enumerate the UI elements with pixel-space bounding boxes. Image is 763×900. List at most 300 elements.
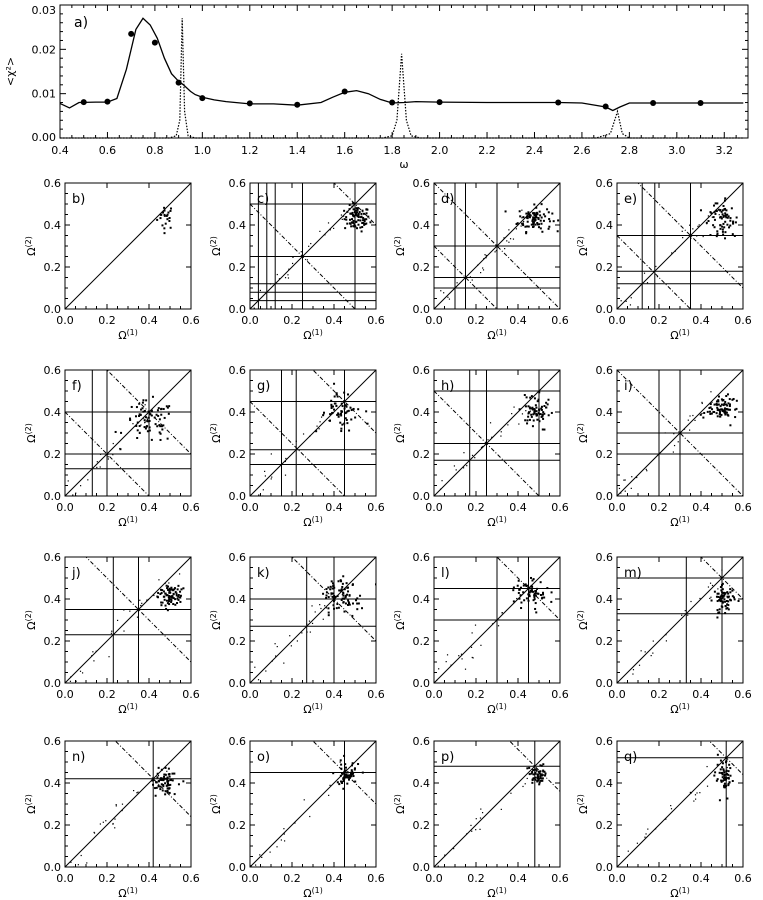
x-axis-label: $\Omega^{(1)}$: [303, 328, 323, 342]
scatter-point: [731, 399, 733, 401]
scatter-point: [319, 421, 320, 422]
scatter-point: [277, 274, 278, 275]
scatter-point: [539, 770, 541, 772]
scatter-point: [729, 220, 731, 222]
scatter-point: [723, 208, 725, 210]
scatter-point: [159, 788, 161, 790]
scatter-point: [526, 396, 528, 398]
y-tick-label: 0.0: [412, 677, 430, 690]
scatter-point: [292, 263, 293, 264]
scatter-point: [719, 608, 721, 610]
scatter-point: [157, 592, 159, 594]
scatter-point: [526, 597, 528, 599]
scatter-point: [646, 470, 647, 471]
x-tick-label: 0.2: [467, 314, 485, 327]
scatter-point: [724, 231, 726, 233]
scatter-point: [136, 792, 137, 793]
scatter-point: [722, 762, 724, 764]
x-tick-label: 0.6: [182, 314, 200, 327]
scatter-point: [323, 412, 325, 414]
scatter-point: [631, 488, 632, 489]
scatter-point: [732, 233, 734, 235]
scatter-point: [734, 416, 736, 418]
scatter-point: [166, 771, 167, 772]
x-axis-label: $\Omega^{(1)}$: [303, 515, 323, 529]
scatter-point: [665, 819, 666, 820]
y-axis-label: <χ²>: [4, 56, 17, 87]
scatter-point: [727, 415, 729, 417]
scatter-point: [535, 611, 537, 613]
scatter-point: [684, 429, 685, 430]
x-tick-label: 0.4: [140, 688, 158, 701]
scatter-point: [369, 221, 371, 223]
scatter-point: [342, 778, 344, 780]
scatter-point: [537, 593, 539, 595]
x-tick-label: 0.6: [182, 501, 200, 514]
scatter-point: [172, 603, 174, 605]
scatter-point: [720, 589, 722, 591]
scatter-point: [152, 396, 154, 398]
scatter-point: [111, 631, 112, 632]
scatter-point: [328, 612, 330, 614]
x-axis-label: $\Omega^{(1)}$: [118, 328, 138, 342]
scatter-point: [728, 226, 730, 228]
y-tick-label: 0.2: [595, 261, 613, 274]
y-axis-label: $\Omega^{(2)}$: [576, 610, 590, 630]
scatter-point: [325, 594, 327, 596]
scatter-point: [546, 587, 548, 589]
x-tick-label: 0.2: [650, 872, 668, 885]
scatter-point: [479, 829, 480, 830]
scatter-point: [714, 211, 715, 212]
scatter-point: [327, 587, 329, 589]
x-tick-label: 0.0: [425, 314, 443, 327]
scatter-point: [706, 223, 707, 224]
scatter-point: [161, 589, 163, 591]
scatter-point: [548, 226, 550, 228]
scatter-point: [535, 590, 537, 592]
scatter-point: [521, 217, 522, 218]
scatter-point: [156, 414, 158, 416]
scatter-point: [531, 782, 533, 784]
scatter-point: [540, 220, 542, 222]
data-point-marker: [603, 104, 609, 110]
scatter-point: [356, 207, 358, 209]
scatter-point: [539, 211, 541, 213]
scatter-point: [518, 423, 519, 424]
scatter-point: [534, 608, 536, 610]
scatter-point: [284, 833, 285, 834]
x-tick-label: 1.2: [241, 144, 259, 157]
scatter-point: [543, 220, 545, 222]
scatter-point: [357, 408, 359, 410]
data-point-marker: [555, 100, 561, 106]
scatter-point: [346, 582, 348, 584]
scatter-point: [695, 794, 696, 795]
y-tick-label: 0.0: [412, 490, 430, 503]
scatter-point: [328, 596, 330, 598]
scatter-point: [346, 419, 348, 421]
scatter-point: [355, 212, 357, 214]
scatter-point: [720, 405, 722, 407]
scatter-point: [696, 235, 697, 236]
scatter-point: [81, 855, 82, 856]
plot-area: [65, 328, 233, 497]
scatter-point: [520, 587, 522, 589]
y-axis-label: $\Omega^{(2)}$: [209, 610, 223, 630]
scatter-point: [345, 219, 347, 221]
scatter-point: [350, 773, 352, 775]
scatter-point: [533, 203, 535, 205]
x-tick-label: 0.0: [241, 314, 259, 327]
x-axis-label: $\Omega^{(1)}$: [670, 515, 690, 529]
y-tick-label: 0.6: [412, 735, 430, 748]
scatter-point: [140, 409, 142, 411]
scatter-point: [335, 596, 337, 598]
scatter-point: [691, 792, 692, 793]
scatter-point: [678, 441, 679, 442]
scatter-point: [724, 785, 726, 787]
scatter-point: [264, 471, 265, 472]
x-tick-label: 0.2: [98, 501, 116, 514]
x-tick-label: 0.6: [734, 872, 752, 885]
scatter-point: [470, 825, 471, 826]
scatter-point: [542, 593, 544, 595]
scatter-point: [720, 768, 722, 770]
scatter-point: [730, 599, 732, 601]
scatter-point: [463, 467, 464, 468]
scatter-point: [285, 475, 286, 476]
scatter-point: [734, 598, 736, 600]
scatter-point: [114, 827, 115, 828]
scatter-point: [129, 418, 131, 420]
x-tick-label: 0.6: [734, 314, 752, 327]
scatter-point: [100, 454, 101, 455]
panel-label: g): [257, 379, 271, 394]
scatter-point: [702, 417, 704, 419]
scatter-point: [727, 408, 729, 410]
x-tick-label: 0.0: [241, 501, 259, 514]
scatter-point: [345, 417, 347, 419]
x-axis-label: $\Omega^{(1)}$: [670, 328, 690, 342]
scatter-point: [523, 221, 524, 222]
scatter-point: [332, 588, 334, 590]
scatter-point: [169, 210, 171, 212]
scatter-point: [506, 240, 507, 241]
scatter-point: [359, 227, 361, 229]
x-tick-label: 0.6: [367, 872, 385, 885]
scatter-point: [720, 209, 721, 210]
scatter-point: [315, 611, 316, 612]
scatter-point: [707, 411, 709, 413]
scatter-point: [336, 607, 338, 609]
scatter-point: [255, 864, 256, 865]
scatter-point: [162, 212, 164, 214]
scatter-point: [480, 808, 481, 809]
scatter-point: [538, 420, 540, 422]
x-tick-label: 3.0: [668, 144, 686, 157]
scatter-point: [517, 222, 519, 224]
scatter-point: [539, 775, 541, 777]
x-tick-label: 0.4: [692, 872, 710, 885]
scatter-point: [729, 225, 731, 227]
scatter-point: [332, 593, 334, 595]
scatter-point: [285, 458, 286, 459]
scatter-point: [723, 769, 725, 771]
scatter-point: [174, 604, 176, 606]
scatter-point: [355, 599, 357, 601]
scatter-point: [720, 596, 722, 598]
scatter-point: [341, 403, 343, 405]
scatter-point: [342, 405, 344, 407]
scatter-point: [354, 769, 356, 771]
scatter-point: [123, 609, 124, 610]
scatter-point: [279, 278, 280, 279]
x-tick-label: 0.6: [734, 501, 752, 514]
scatter-point: [550, 601, 552, 603]
scatter-point: [86, 862, 87, 863]
scatter-point: [536, 419, 538, 421]
scatter-point: [726, 607, 728, 609]
scatter-point: [522, 591, 524, 593]
scatter-point: [122, 804, 123, 805]
scatter-point: [167, 609, 169, 611]
y-tick-label: 0.6: [412, 177, 430, 190]
scatter-point: [721, 570, 722, 571]
scatter-point: [103, 822, 104, 823]
scatter-point: [362, 772, 364, 774]
scatter-point: [689, 430, 690, 431]
scatter-point: [179, 573, 180, 574]
scatter-point: [523, 585, 525, 587]
scatter-point: [80, 671, 81, 672]
x-tick-label: 2.2: [478, 144, 496, 157]
scatter-point: [536, 771, 537, 772]
scatter-point: [519, 210, 521, 212]
y-tick-label: 0.4: [228, 777, 246, 790]
scatter-point: [524, 419, 526, 421]
scatter-point: [358, 213, 360, 215]
y-tick-label: 0.4: [595, 406, 613, 419]
x-tick-label: 0.2: [98, 314, 116, 327]
scatter-point: [149, 420, 151, 422]
scatter-point: [337, 396, 339, 398]
scatter-point: [548, 211, 550, 213]
scatter-point: [159, 217, 161, 219]
x-tick-label: 0.4: [692, 314, 710, 327]
scatter-point: [621, 300, 622, 301]
scatter-point: [707, 220, 709, 222]
x-tick-label: 1.4: [288, 144, 306, 157]
scatter-point: [156, 425, 158, 427]
scatter-point: [337, 595, 339, 597]
scatter-point: [719, 799, 721, 801]
scatter-point: [330, 229, 331, 230]
scatter-point: [532, 591, 534, 593]
scatter-point: [277, 646, 278, 647]
y-tick-label: 0.0: [43, 861, 61, 874]
scatter-point: [168, 788, 170, 790]
x-tick-label: 0.4: [692, 688, 710, 701]
y-tick-label: 0.6: [228, 551, 246, 564]
scatter-point: [330, 400, 332, 402]
scatter-point: [176, 598, 178, 600]
scatter-point: [163, 408, 165, 410]
scatter-point: [540, 777, 542, 779]
scatter-point: [633, 669, 634, 670]
scatter-point: [546, 208, 548, 210]
scatter-point: [729, 767, 731, 769]
scatter-point: [717, 593, 719, 595]
x-tick-label: 0.2: [283, 872, 301, 885]
scatter-point: [328, 222, 329, 223]
scatter-point: [529, 407, 531, 409]
scatter-point: [716, 407, 718, 409]
scatter-point: [728, 778, 730, 780]
scatter-point: [532, 216, 534, 218]
panel-label: m): [624, 566, 642, 581]
scatter-point: [319, 428, 320, 429]
scatter-point: [345, 404, 347, 406]
scatter-point: [274, 643, 275, 644]
x-tick-label: 0.6: [182, 872, 200, 885]
scatter-point: [520, 607, 522, 609]
scatter-point: [310, 243, 311, 244]
scatter-point: [163, 590, 165, 592]
scatter-point: [524, 394, 526, 396]
scatter-point: [717, 588, 718, 589]
scatter-point: [538, 783, 540, 785]
x-tick-label: 0.6: [367, 314, 385, 327]
scatter-panel: [24, 328, 233, 529]
scatter-point: [167, 790, 169, 792]
scatter-point: [323, 619, 324, 620]
scatter-point: [646, 469, 647, 470]
y-tick-label: 0.00: [31, 131, 56, 144]
scatter-point: [674, 445, 675, 446]
y-tick-label: 0.6: [595, 551, 613, 564]
scatter-point: [335, 405, 337, 407]
scatter-point: [717, 764, 719, 766]
x-tick-label: 0.4: [509, 688, 527, 701]
data-point-marker: [104, 99, 110, 105]
x-tick-label: 0.6: [551, 872, 569, 885]
scatter-point: [495, 245, 496, 246]
scatter-point: [94, 832, 95, 833]
y-tick-label: 0.2: [43, 819, 61, 832]
scatter-point: [728, 215, 730, 217]
scatter-point: [729, 409, 731, 411]
scatter-point: [312, 623, 313, 624]
x-tick-label: 3.2: [715, 144, 734, 157]
scatter-point: [108, 656, 109, 657]
scatter-point: [362, 210, 364, 212]
x-tick-label: 0.4: [140, 501, 158, 514]
scatter-point: [537, 773, 539, 775]
scatter-point: [353, 775, 355, 777]
y-axis-label: $\Omega^{(2)}$: [576, 794, 590, 814]
scatter-point: [356, 603, 358, 605]
scatter-point: [78, 864, 79, 865]
scatter-point: [450, 665, 451, 666]
scatter-point: [718, 209, 720, 211]
scatter-point: [326, 607, 327, 608]
scatter-point: [458, 655, 459, 656]
x-tick-label: 0.6: [98, 144, 117, 157]
scatter-point: [168, 595, 170, 597]
scatter-point: [332, 406, 334, 408]
x-tick-label: 0.0: [56, 314, 74, 327]
scatter-point: [540, 408, 542, 410]
y-tick-label: 0.6: [43, 551, 61, 564]
scatter-point: [340, 764, 342, 766]
scatter-point: [709, 413, 711, 415]
scatter-point: [738, 600, 740, 602]
scatter-point: [288, 277, 289, 278]
y-tick-label: 0.0: [595, 677, 613, 690]
scatter-point: [158, 785, 160, 787]
scatter-point: [538, 226, 540, 228]
scatter-point: [169, 589, 171, 591]
scatter-point: [463, 452, 464, 453]
scatter-point: [164, 793, 166, 795]
scatter-point: [345, 767, 347, 769]
scatter-point: [724, 407, 726, 409]
scatter-point: [532, 425, 534, 427]
scatter-point: [548, 218, 550, 220]
x-tick-label: 0.0: [608, 501, 626, 514]
scatter-point: [557, 219, 559, 221]
scatter-point: [349, 219, 351, 221]
scatter-point: [713, 205, 715, 207]
scatter-point: [271, 453, 272, 454]
scatter-point: [351, 615, 353, 617]
scatter-point: [647, 282, 648, 283]
scatter-point: [164, 417, 166, 419]
scatter-point: [733, 596, 735, 598]
scatter-point: [735, 408, 737, 410]
scatter-point: [350, 418, 352, 420]
data-point-marker: [176, 80, 182, 86]
scatter-point: [671, 252, 672, 253]
x-tick-label: 0.2: [98, 688, 116, 701]
panel-label: d): [441, 192, 455, 207]
scatter-point: [119, 448, 120, 449]
scatter-point: [172, 779, 174, 781]
scatter-point: [340, 430, 342, 432]
scatter-point: [716, 412, 718, 414]
scatter-point: [716, 235, 718, 237]
scatter-point: [685, 610, 686, 611]
scatter-point: [536, 413, 538, 415]
scatter-point: [699, 598, 700, 599]
scatter-point: [447, 654, 448, 655]
diagonal-line: [65, 370, 191, 496]
x-axis-label: $\Omega^{(1)}$: [670, 702, 690, 716]
scatter-point: [710, 583, 711, 584]
scatter-point: [543, 213, 545, 215]
scatter-point: [689, 415, 690, 416]
scatter-point: [346, 422, 348, 424]
scatter-point: [142, 399, 144, 401]
scatter-point: [725, 761, 727, 763]
x-axis-label: $\Omega^{(1)}$: [118, 515, 138, 529]
scatter-point: [100, 823, 101, 824]
y-axis-label: $\Omega^{(2)}$: [24, 610, 38, 630]
scatter-point: [687, 615, 688, 616]
scatter-point: [736, 216, 738, 218]
scatter-point: [521, 225, 522, 226]
